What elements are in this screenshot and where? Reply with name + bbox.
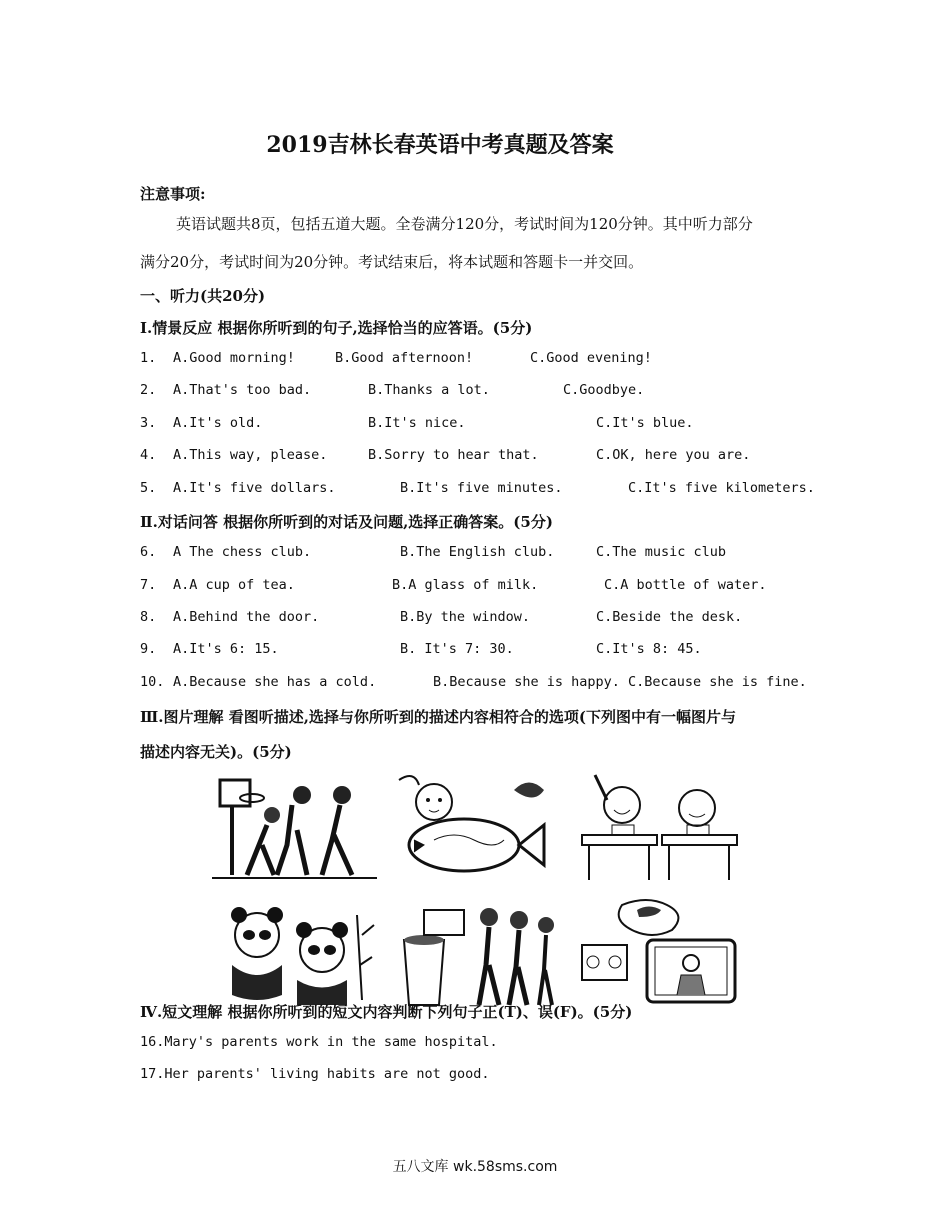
- option-b: B.Thanks a lot.: [368, 382, 490, 398]
- question-number: 8.: [140, 609, 157, 625]
- option-b: B. It's 7: 30.: [400, 641, 514, 657]
- option-a: A The chess club.: [173, 544, 312, 560]
- option-a: A.It's old.: [173, 415, 263, 431]
- section-1-heading: Ⅰ.情景反应 根据你所听到的句子,选择恰当的应答语。(5分): [140, 319, 533, 337]
- option-b: B.By the window.: [400, 609, 531, 625]
- option-a: A.Because she has a cold.: [173, 674, 377, 690]
- question-number: 2.: [140, 382, 157, 398]
- option-c: C.Beside the desk.: [596, 609, 743, 625]
- statement-16: 16.Mary's parents work in the same hospital.: [140, 1034, 498, 1050]
- notice-line-2: 满分20分，考试时间为20分钟。考试结束后，将本试题和答题卡一并交回。: [140, 253, 644, 271]
- question-number: 7.: [140, 577, 157, 593]
- option-a: A.A cup of tea.: [173, 577, 295, 593]
- tv-weather-picture: [577, 895, 742, 1010]
- option-c: C.A bottle of water.: [604, 577, 767, 593]
- basketball-picture: [212, 770, 377, 885]
- option-c: C.The music club: [596, 544, 727, 560]
- question-number: 1.: [140, 350, 157, 366]
- option-b: B.It's five minutes.: [400, 480, 563, 496]
- part-listening-heading: 一、听力(共20分): [140, 287, 266, 305]
- option-b: B.A glass of milk.: [392, 577, 539, 593]
- section-2-heading: Ⅱ.对话问答 根据你所听到的对话及问题,选择正确答案。(5分): [140, 513, 553, 531]
- section-3-heading-cont: 描述内容无关)。(5分): [140, 743, 292, 761]
- option-a: A.Good morning!: [173, 350, 295, 366]
- question-number: 4.: [140, 447, 157, 463]
- pandas-picture: [212, 895, 377, 1010]
- question-number: 9.: [140, 641, 157, 657]
- fish-and-child-picture: [394, 770, 559, 885]
- option-c: C.It's blue.: [596, 415, 694, 431]
- option-a: A.That's too bad.: [173, 382, 312, 398]
- option-b: B.It's nice.: [368, 415, 466, 431]
- option-b: B.Sorry to hear that.: [368, 447, 539, 463]
- page-title: 2019吉林长春英语中考真题及答案: [266, 132, 614, 158]
- option-c: C.It's 8: 45.: [596, 641, 702, 657]
- footer-watermark: 五八文库 wk.58sms.com: [392, 1159, 558, 1175]
- question-number: 5.: [140, 480, 157, 496]
- option-b: B.Because she is happy.: [433, 674, 620, 690]
- option-c: C.OK, here you are.: [596, 447, 751, 463]
- option-c: C.Good evening!: [530, 350, 652, 366]
- option-a: A.It's 6: 15.: [173, 641, 279, 657]
- section-4-heading: Ⅳ.短文理解 根据你所听到的短文内容判断下列句子正(T)、误(F)。(5分): [140, 1003, 633, 1021]
- option-a: A.It's five dollars.: [173, 480, 336, 496]
- question-number: 3.: [140, 415, 157, 431]
- option-c: C.It's five kilometers.: [628, 480, 815, 496]
- notice-heading: 注意事项:: [140, 185, 206, 203]
- option-a: A.Behind the door.: [173, 609, 320, 625]
- recycling-picture: [394, 895, 559, 1010]
- option-a: A.This way, please.: [173, 447, 328, 463]
- picture-grid: [212, 770, 742, 1010]
- question-number: 10.: [140, 674, 165, 690]
- option-b: B.Good afternoon!: [335, 350, 474, 366]
- notice-line-1: 英语试题共8页，包括五道大题。全卷满分120分，考试时间为120分钟。其中听力部分: [176, 215, 753, 233]
- question-number: 6.: [140, 544, 157, 560]
- classroom-picture: [577, 770, 742, 885]
- option-c: C.Because she is fine.: [628, 674, 807, 690]
- option-b: B.The English club.: [400, 544, 555, 560]
- section-3-heading: Ⅲ.图片理解 看图听描述,选择与你所听到的描述内容相符合的选项(下列图中有一幅图片与: [140, 708, 737, 726]
- option-c: C.Goodbye.: [563, 382, 645, 398]
- statement-17: 17.Her parents' living habits are not good.: [140, 1066, 490, 1082]
